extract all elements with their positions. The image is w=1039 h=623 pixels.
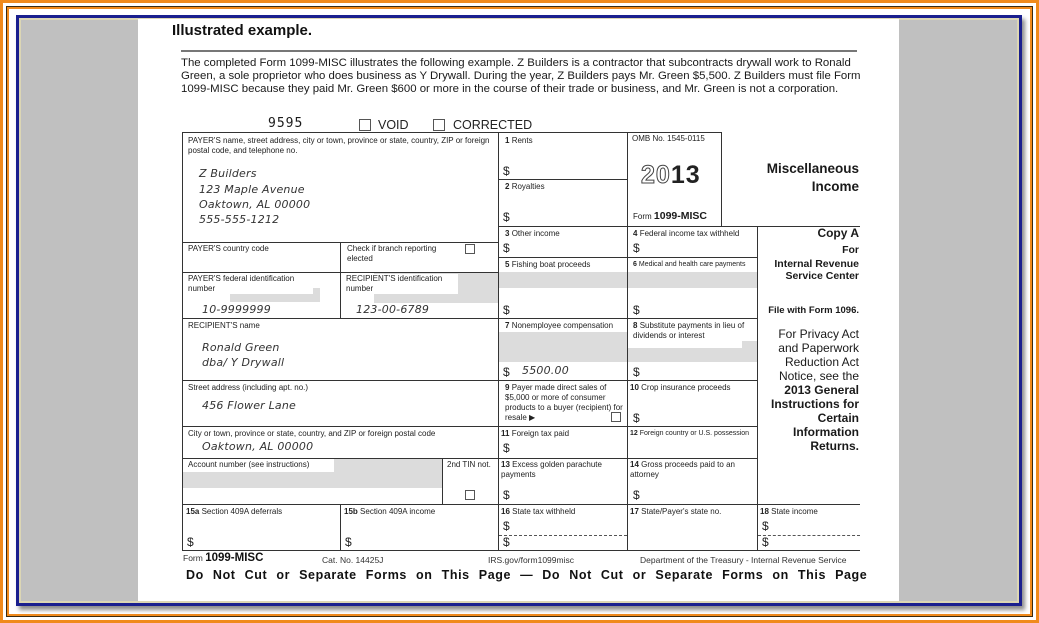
box-4-label: 4 Federal income tax withheld bbox=[633, 229, 740, 238]
box-17-label: 17 State/Payer's state no. bbox=[630, 507, 722, 516]
box-9-label: 9 Payer made direct sales of $5,000 or more of consumer products to a buyer (recipient) for resale ▶ bbox=[505, 383, 623, 422]
box-11-label: 11 Foreign tax paid bbox=[501, 429, 570, 438]
grid-line bbox=[498, 257, 757, 258]
intro-paragraph: The completed Form 1099-MISC illustrates the following example. Z Builders is a contractor that subcontracts drywall work to Ronald Green, a sole proprietor who does business as Y Drywall. During the year, Z Builders pays Mr. Green $5,500. Z Builders must file Form 1099-MISC because they paid Mr. Green $600 or more in the course of their trade or business, and Mr. Green is not a corporation. bbox=[181, 57, 861, 96]
city-label: City or town, province or state, country, and ZIP or foreign postal code bbox=[188, 429, 436, 438]
box-5-label: 5 Fishing boat proceeds bbox=[505, 260, 591, 269]
dashed-line bbox=[758, 535, 860, 536]
box-6-label: 6 Medical and health care payments bbox=[633, 261, 746, 268]
box-2-label: 2 Royalties bbox=[505, 182, 545, 191]
box-10-label: 10 Crop insurance proceeds bbox=[630, 383, 731, 392]
privacy-notice: For Privacy Act and Paperwork Reduction Act Notice, see the bbox=[778, 327, 859, 383]
box-14-dollar: $ bbox=[633, 488, 640, 502]
recipient-id[interactable]: 123-00-6789 bbox=[356, 303, 430, 316]
box-7-dollar: $ bbox=[503, 365, 510, 379]
box-15b-dollar: $ bbox=[345, 535, 352, 549]
grid-line bbox=[442, 458, 443, 504]
box-13-dollar: $ bbox=[503, 488, 510, 502]
page-heading: Illustrated example. bbox=[172, 22, 313, 39]
grid-line bbox=[627, 132, 628, 550]
payer-country-label: PAYER'S country code bbox=[188, 244, 269, 253]
payer-street[interactable]: 123 Maple Avenue bbox=[199, 183, 305, 196]
form-code: 9595 bbox=[268, 116, 304, 131]
file-with-label: File with Form 1096. bbox=[768, 305, 859, 316]
box-14-label: 14 Gross proceeds paid to an attorney bbox=[630, 460, 735, 479]
payer-fed-id[interactable]: 10-9999999 bbox=[202, 303, 271, 316]
recipient-dba[interactable]: dba/ Y Drywall bbox=[202, 356, 285, 369]
grid-line bbox=[182, 426, 757, 427]
branch-label: Check if branch reporting elected bbox=[347, 244, 437, 263]
recipient-name[interactable]: Ronald Green bbox=[202, 341, 280, 354]
grid-line bbox=[340, 242, 341, 318]
box-5-dollar: $ bbox=[503, 303, 510, 317]
recipient-name-label: RECIPIENT'S name bbox=[188, 321, 260, 330]
footer-cat-no: Cat. No. 14425J bbox=[322, 555, 384, 565]
box-16-dollar-2: $ bbox=[503, 535, 510, 549]
footer-dept: Department of the Treasury - Internal Revenue Service bbox=[640, 555, 847, 565]
box-6-dollar: $ bbox=[633, 303, 640, 317]
box-9-checkbox[interactable] bbox=[611, 412, 621, 422]
payer-name[interactable]: Z Builders bbox=[199, 167, 257, 180]
grid-line bbox=[182, 242, 498, 243]
box-10-dollar: $ bbox=[633, 411, 640, 425]
recipient-city[interactable]: Oaktown, AL 00000 bbox=[202, 440, 314, 453]
box-18-dollar-1: $ bbox=[762, 519, 769, 533]
box-16-label: 16 State tax withheld bbox=[501, 507, 576, 516]
shade-b6 bbox=[628, 272, 757, 288]
omb-number: OMB No. 1545-0115 bbox=[632, 134, 705, 143]
recipient-id-label: RECIPIENT'S identification number bbox=[346, 274, 458, 294]
box-1-label: 1 Rents bbox=[505, 136, 533, 145]
shade-b8 bbox=[628, 348, 757, 362]
heading-rule bbox=[181, 50, 857, 52]
box-7-label: 7 Nonemployee compensation bbox=[505, 321, 614, 330]
box-15b-label: 15b Section 409A income bbox=[344, 507, 436, 516]
grid-line bbox=[182, 504, 860, 505]
payer-city[interactable]: Oaktown, AL 00000 bbox=[199, 198, 311, 211]
instructions-reference: 2013 General Instructions for Certain Information Returns. bbox=[770, 383, 859, 453]
box-1-dollar: $ bbox=[503, 164, 510, 178]
second-tin-checkbox[interactable] bbox=[465, 490, 475, 500]
for-label: For bbox=[842, 244, 859, 256]
grid-line bbox=[182, 272, 498, 273]
second-tin-label: 2nd TIN not. bbox=[447, 460, 491, 469]
payer-phone[interactable]: 555-555-1212 bbox=[199, 213, 280, 226]
do-not-cut-notice: Do Not Cut or Separate Forms on This Page — Do Not Cut or Separate Forms on This Page bbox=[186, 568, 868, 582]
box-18-dollar-2: $ bbox=[762, 535, 769, 549]
grid-line bbox=[182, 380, 757, 381]
footer-url[interactable]: IRS.gov/form1099misc bbox=[488, 555, 574, 565]
shade-b7 bbox=[499, 332, 627, 362]
shade-account bbox=[182, 472, 442, 488]
box-8-label: 8 Substitute payments in lieu of dividends or interest bbox=[633, 321, 757, 341]
street-label: Street address (including apt. no.) bbox=[188, 383, 309, 392]
footer-form-id: Form 1099-MISC bbox=[183, 552, 264, 564]
payer-block-label: PAYER'S name, street address, city or town, province or state, country, ZIP or foreign postal code, and telephone no. bbox=[188, 136, 490, 155]
grid-line bbox=[182, 132, 183, 550]
dashed-line bbox=[499, 535, 627, 536]
shade-account-top bbox=[334, 459, 442, 473]
shade-b5 bbox=[499, 272, 627, 288]
box-15a-dollar: $ bbox=[187, 535, 194, 549]
grid-line bbox=[182, 550, 860, 551]
box-3-dollar: $ bbox=[503, 241, 510, 255]
grid-line bbox=[498, 179, 627, 180]
form-title: Miscellaneous Income bbox=[766, 161, 859, 194]
branch-checkbox[interactable] bbox=[465, 244, 475, 254]
box-3-label: 3 Other income bbox=[505, 229, 560, 238]
box-15a-label: 15a Section 409A deferrals bbox=[186, 507, 283, 516]
box-18-label: 18 State income bbox=[760, 507, 818, 516]
box-8-dollar: $ bbox=[633, 365, 640, 379]
form-id-box: Form 1099-MISC bbox=[633, 210, 708, 222]
account-label: Account number (see instructions) bbox=[188, 460, 310, 469]
tax-year: 2013 bbox=[641, 161, 701, 189]
box-2-dollar: $ bbox=[503, 210, 510, 224]
payer-fed-id-label: PAYER'S federal identification number bbox=[188, 274, 313, 294]
corrected-label: CORRECTED bbox=[453, 118, 533, 132]
grid-line bbox=[182, 458, 757, 459]
grid-line bbox=[498, 132, 499, 550]
void-label: VOID bbox=[378, 118, 409, 132]
irs-center: Internal Revenue Service Center bbox=[774, 258, 859, 282]
void-checkbox[interactable] bbox=[359, 119, 371, 131]
grid-line bbox=[182, 132, 721, 133]
corrected-checkbox[interactable] bbox=[433, 119, 445, 131]
grid-line bbox=[182, 318, 757, 319]
copy-label: Copy A bbox=[817, 226, 859, 240]
recipient-street[interactable]: 456 Flower Lane bbox=[202, 399, 296, 412]
box-13-label: 13 Excess golden parachute payments bbox=[501, 460, 602, 479]
box-4-dollar: $ bbox=[633, 241, 640, 255]
box-16-dollar-1: $ bbox=[503, 519, 510, 533]
grid-line bbox=[340, 504, 341, 550]
box-12-label: 12 Foreign country or U.S. possession bbox=[630, 430, 750, 437]
box-7-value[interactable]: 5500.00 bbox=[522, 364, 569, 377]
box-11-dollar: $ bbox=[503, 441, 510, 455]
